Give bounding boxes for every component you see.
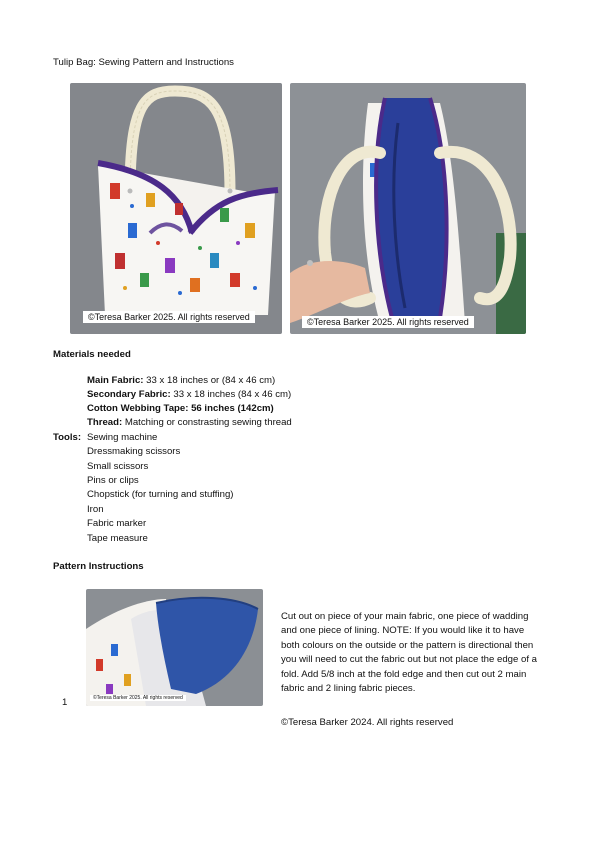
materials-heading: Materials needed [53,349,131,360]
bag-interior-image [290,83,526,334]
tool-item: Dressmaking scissors [87,446,181,457]
material-label: Thread: [87,417,123,428]
material-value: 33 x 18 inches or (84 x 46 cm) [143,375,276,386]
tool-item: Iron [87,504,104,515]
step-instructions: Cut out on piece of your main fabric, one piece of wadding and one piece of lining. NOTE: If you would like it to have both colours on the outside or the pattern is directional then you will need to cut the fabric out but not place the edge of a fold. Add 5/8 inch at the fold edge and then cut out 2 main fabric and 2 lining fabric pieces. [281,611,538,695]
photo-cut-fabric [86,589,263,706]
photo-caption: ©Teresa Barker 2025. All rights reserved [90,695,186,701]
tool-item: Small scissors [87,461,149,472]
photo-bag-interior [290,83,526,334]
material-label: Main Fabric: [87,375,144,386]
tool-item: Pins or clips [87,475,139,486]
material-main-fabric [87,375,275,386]
material-label: Cotton Webbing Tape: 56 inches (142cm) [87,403,274,414]
photo-caption: ©Teresa Barker 2025. All rights reserved [83,311,255,323]
pattern-heading: Pattern Instructions [53,561,144,572]
tool-item: Chopstick (for turning and stuffing) [87,489,234,500]
copyright-notice: ©Teresa Barker 2024. All rights reserved [281,717,454,728]
material-label: Secondary Fabric: [87,389,171,400]
photo-caption: ©Teresa Barker 2025. All rights reserved [302,316,474,328]
photo-bag-front [70,83,282,334]
material-webbing-tape [87,403,274,414]
bag-front-image [70,83,282,334]
material-thread [87,417,292,428]
material-value: 33 x 18 inches (84 x 46 cm) [170,389,292,400]
tool-item: Sewing machine [87,432,158,443]
cut-fabric-image [86,589,263,706]
step-number: 1 [62,697,68,708]
tool-item: Tape measure [87,533,148,544]
material-value: Matching or constrasting sewing thread [122,417,292,428]
material-secondary-fabric [87,389,291,400]
page-title: Tulip Bag: Sewing Pattern and Instructions [53,57,234,68]
tools-label: Tools: [53,432,82,443]
tool-item: Fabric marker [87,518,147,529]
